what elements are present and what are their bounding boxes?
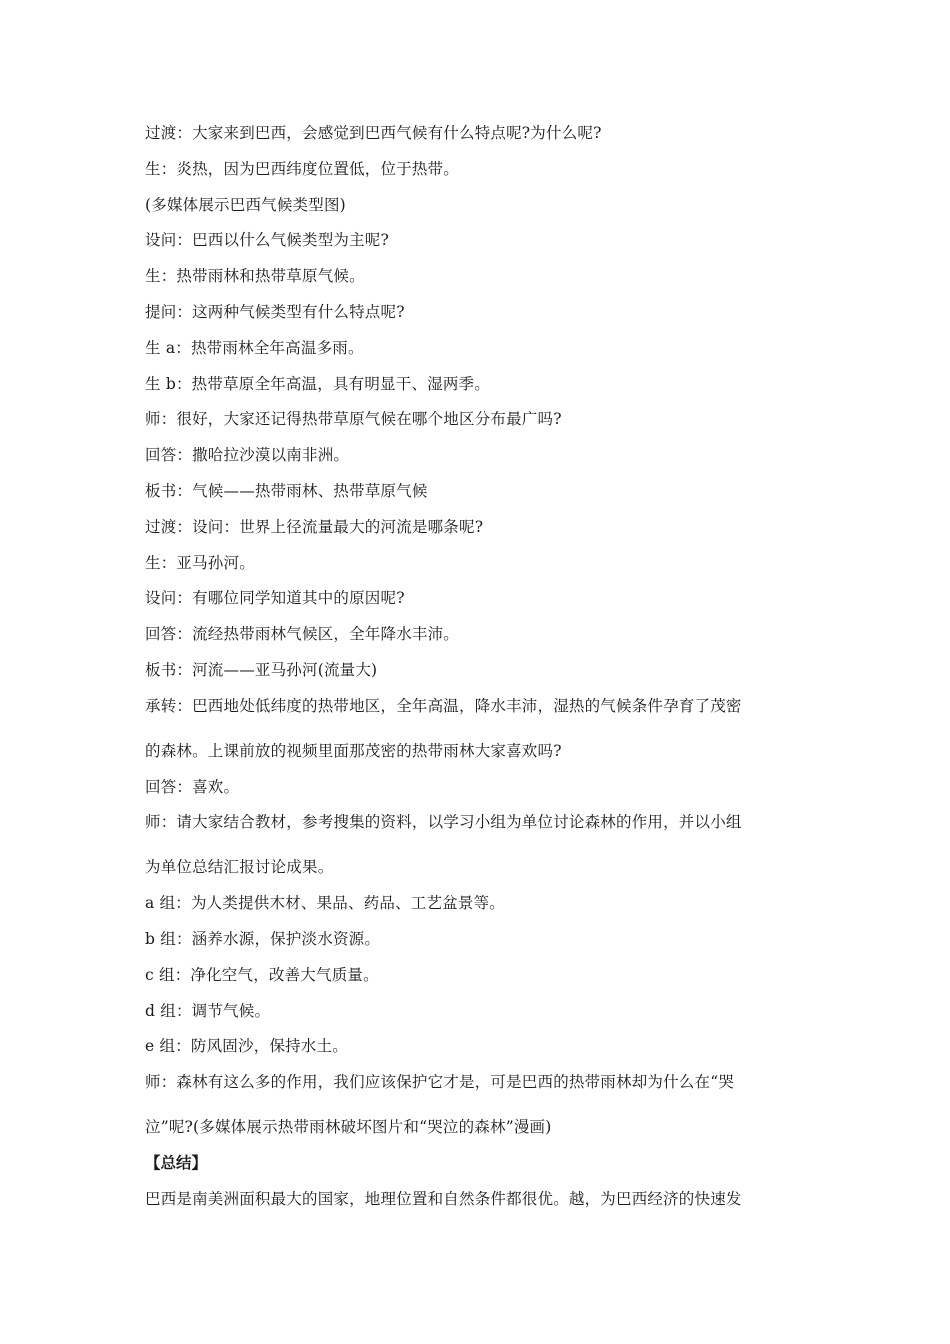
student-answer-1: 生：炎热，因为巴西纬度位置低，位于热带。 — [145, 159, 460, 178]
group-c-line: c 组：净化空气，改善大气质量。 — [145, 965, 379, 984]
bridge-line-1: 承转：巴西地处低纬度的热带地区，全年高温，降水丰沛，湿热的气候条件孕育了茂密 — [145, 696, 742, 715]
student-b-answer: 生 b：热带草原全年高温，具有明显干、湿两季。 — [145, 374, 490, 393]
question-1: 设问：巴西以什么气候类型为主呢? — [145, 231, 390, 250]
student-answer-2: 生：热带雨林和热带草原气候。 — [145, 267, 365, 286]
transition-line-2: 过渡：设问：世界上径流量最大的河流是哪条呢? — [145, 517, 484, 536]
student-a-answer: 生 a：热带雨林全年高温多雨。 — [145, 338, 364, 357]
bridge-line-2: 的森林。上课前放的视频里面那茂密的热带雨林大家喜欢吗? — [145, 741, 562, 760]
summary-text: 巴西是南美洲面积最大的国家，地理位置和自然条件都很优。越，为巴西经济的快速发 — [145, 1189, 742, 1208]
group-b-line: b 组：涵养水源，保护淡水资源。 — [145, 929, 381, 948]
summary-heading: 【总结】 — [145, 1153, 208, 1172]
answer-line-2: 回答：流经热带雨林气候区，全年降水丰沛。 — [145, 625, 460, 644]
document-body — [145, 123, 795, 1209]
question-3: 设问：有哪位同学知道其中的原因呢? — [145, 589, 405, 608]
answer-line-3: 回答：喜欢。 — [145, 777, 240, 796]
transition-line-1: 过渡：大家来到巴西，会感觉到巴西气候有什么特点呢?为什么呢? — [145, 124, 602, 142]
group-a-line: a 组：为人类提供木材、果品、药品、工艺盆景等。 — [145, 894, 505, 913]
teacher-line-2-cont: 为单位总结汇报讨论成果。 — [145, 858, 334, 877]
board-note-1: 板书：气候——热带雨林、热带草原气候 — [145, 481, 428, 500]
answer-line-1: 回答：撒哈拉沙漠以南非洲。 — [145, 446, 350, 465]
group-e-line: e 组：防风固沙，保持水土。 — [145, 1037, 348, 1056]
board-note-2: 板书：河流——亚马孙河(流量大) — [145, 660, 378, 679]
group-d-line: d 组：调节气候。 — [145, 1001, 271, 1020]
teacher-line-3-cont: 泣”呢?(多媒体展示热带雨林破坏图片和“哭泣的森林”漫画) — [145, 1118, 552, 1137]
teacher-line-3: 师：森林有这么多的作用，我们应该保护它才是，可是巴西的热带雨林却为什么在“哭 — [145, 1073, 735, 1092]
teacher-line-2: 师：请大家结合教材，参考搜集的资料，以学习小组为单位讨论森林的作用，并以小组 — [145, 813, 742, 832]
media-note-1: (多媒体展示巴西气候类型图) — [145, 195, 346, 214]
teacher-line-1: 师：很好，大家还记得热带草原气候在哪个地区分布最广吗? — [145, 410, 562, 429]
question-2: 提问：这两种气候类型有什么特点呢? — [145, 302, 405, 321]
student-answer-3: 生：亚马孙河。 — [145, 553, 255, 572]
